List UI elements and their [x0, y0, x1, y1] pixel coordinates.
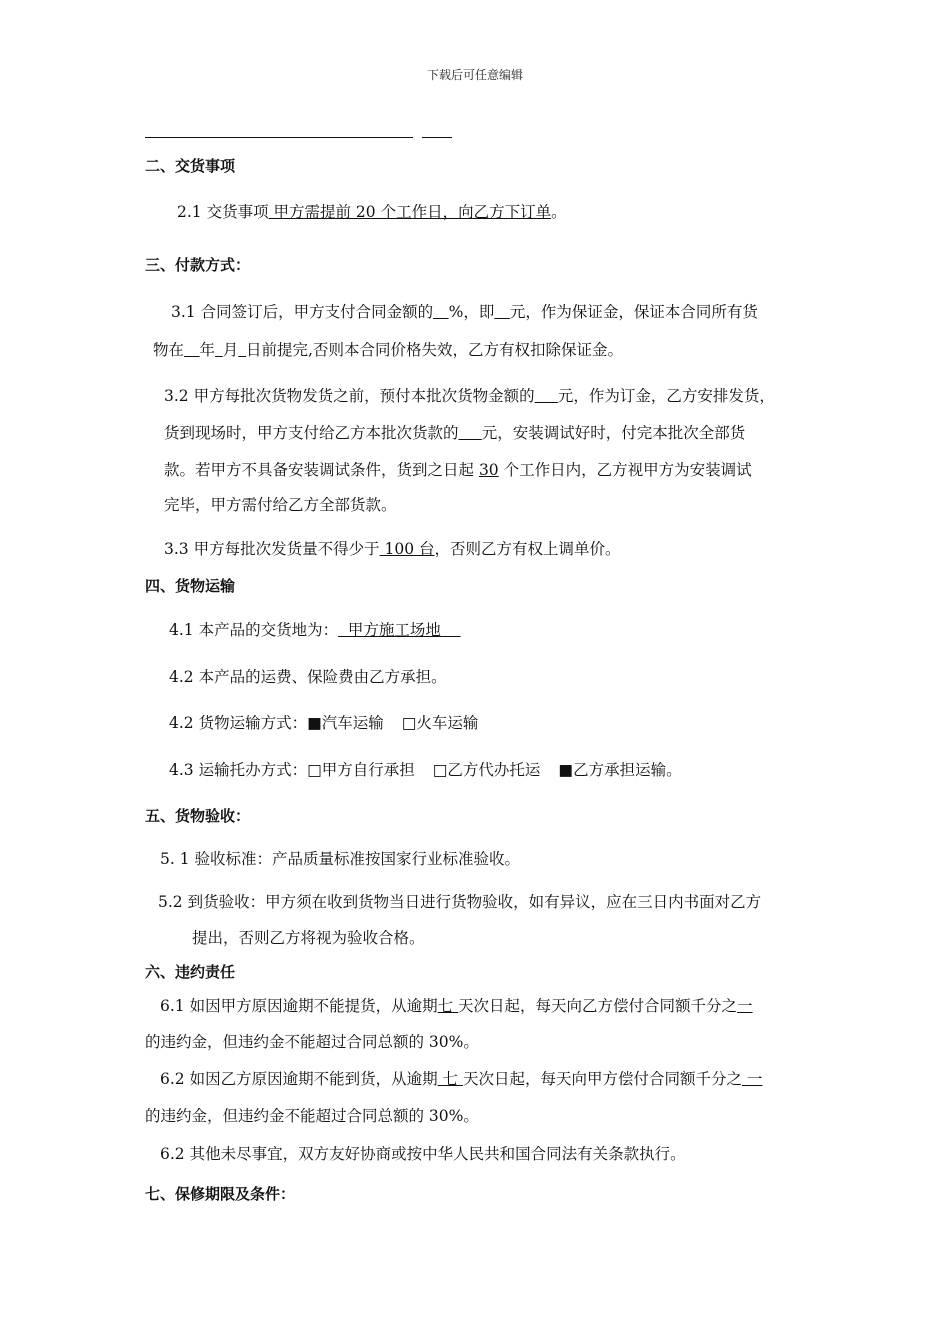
section-heading-warranty: 七、保修期限及条件： — [145, 1185, 296, 1203]
clause-6-2-line1 — [160, 1069, 762, 1089]
option-label: 甲方自行承担 — [321, 761, 415, 779]
checkbox-unchecked-icon[interactable]: □ — [401, 714, 417, 732]
filled-field: 一 — [737, 997, 753, 1015]
blank-field — [459, 424, 482, 442]
clause-3-1-line2 — [153, 340, 623, 360]
clause-text: 3.2 甲方每批次货物发货之前，预付本批次货物金额的 — [164, 387, 535, 405]
clause-text: 4.3 运输托办方式： — [169, 761, 308, 779]
blank-field — [238, 341, 246, 359]
clause-3-2-line1 — [164, 386, 775, 406]
clause-3-2-line2 — [164, 423, 745, 443]
clause-3-3 — [164, 539, 621, 559]
clause-text: 年 — [199, 341, 216, 359]
clause-text: 。 — [551, 203, 567, 221]
filled-field: 30 — [478, 461, 499, 479]
clause-5-1: 5. 1 验收标准：产品质量标准按国家行业标准验收。 — [160, 850, 521, 868]
filled-field: 七 — [437, 1070, 463, 1088]
blank-field — [433, 303, 449, 321]
option-label: 汽车运输 — [321, 714, 384, 732]
blank-field — [494, 303, 510, 321]
clause-text: 元，作为订金，乙方安排发货， — [557, 387, 775, 405]
clause-text: 6.1 如因甲方原因逾期不能提货，从逾期 — [160, 997, 438, 1015]
clause-text: 6.2 如因乙方原因逾期不能到货，从逾期 — [160, 1070, 438, 1088]
clause-4-2a: 4.2 本产品的运费、保险费由乙方承担。 — [169, 668, 447, 686]
checkbox-unchecked-icon[interactable]: □ — [307, 761, 322, 779]
clause-4-3 — [169, 760, 682, 780]
clause-6-1-line2: 的违约金，但违约金不能超过合同总额的 30%。 — [145, 1033, 479, 1051]
checkbox-checked-icon[interactable]: ■ — [558, 761, 574, 779]
clause-5-2-line1: 5.2 到货验收：甲方须在收到货物当日进行货物验收，如有异议，应在三日内书面对乙方 — [158, 893, 762, 911]
clause-text: 4.1 本产品的交货地为： — [169, 621, 339, 639]
clause-4-2b — [169, 713, 478, 733]
checkbox-checked-icon[interactable]: ■ — [307, 714, 322, 732]
clause-text: 4.2 货物运输方式： — [169, 714, 308, 732]
clause-text: 3.3 甲方每批次发货量不得少于 — [164, 540, 380, 558]
option-label: 火车运输 — [416, 714, 479, 732]
clause-text: 2.1 交货事项 — [177, 203, 269, 221]
clause-text: ，否则乙方有权上调单价。 — [434, 540, 621, 558]
clause-4-1 — [169, 620, 461, 640]
clause-3-2-line3 — [164, 460, 752, 480]
blank-field — [535, 387, 558, 405]
filled-field: 一 — [741, 1070, 763, 1088]
clause-text: 3.1 合同签订后，甲方支付合同金额的 — [171, 303, 434, 321]
option-label: 乙方承担运输。 — [573, 761, 682, 779]
section-heading-transport: 四、货物运输 — [145, 577, 236, 595]
clause-6-1-line1 — [160, 996, 753, 1016]
section-heading-liability: 六、违约责任 — [145, 963, 236, 981]
blank-field — [184, 341, 200, 359]
clause-text: 款。若甲方不具备安装调试条件，货到之日起 — [164, 461, 479, 479]
clause-3-2-line4: 完毕，甲方需付给乙方全部货款。 — [164, 496, 397, 514]
option-label: 乙方代办托运 — [447, 761, 541, 779]
clause-text: 物在 — [153, 341, 185, 359]
clause-text: 货到现场时，甲方支付给乙方本批次货款的 — [164, 424, 459, 442]
page-header: 下载后可任意编辑 — [426, 68, 523, 82]
top-divider-line-short — [422, 137, 452, 138]
clause-text: 月 — [222, 341, 239, 359]
clause-text: 个工作日内，乙方视甲方为安装调试 — [498, 461, 752, 479]
clause-2-1 — [177, 202, 567, 222]
filled-field: 100 台 — [379, 540, 435, 558]
section-heading-acceptance: 五、货物验收： — [145, 807, 251, 825]
clause-text: 日前提完,否则本合同价格失效，乙方有权扣除保证金。 — [246, 341, 623, 359]
clause-3-1-line1 — [171, 302, 758, 322]
checkbox-unchecked-icon[interactable]: □ — [432, 761, 448, 779]
section-heading-payment: 三、付款方式： — [145, 256, 251, 274]
filled-field: 甲方需提前 20 个工作日，向乙方下订单 — [268, 203, 552, 221]
clause-5-2-line2: 提出，否则乙方将视为验收合格。 — [192, 929, 425, 947]
blank-field — [215, 341, 223, 359]
clause-text: 元，作为保证金，保证本合同所有货 — [509, 303, 758, 321]
clause-6-3: 6.2 其他未尽事宜，双方友好协商或按中华人民共和国合同法有关条款执行。 — [160, 1145, 686, 1163]
clause-text: 天次日起，每天向甲方偿付合同额千分之 — [462, 1070, 742, 1088]
top-divider-line — [145, 137, 413, 138]
filled-field: 七 — [437, 997, 459, 1015]
clause-text: 元，安装调试好时，付完本批次全部货 — [481, 424, 746, 442]
clause-text: 天次日起，每天向乙方偿付合同额千分之 — [458, 997, 738, 1015]
clause-text: %，即 — [448, 303, 495, 321]
section-heading-delivery: 二、交货事项 — [145, 157, 236, 175]
filled-field: 甲方施工场地 — [338, 621, 461, 639]
clause-6-2-line2: 的违约金，但违约金不能超过合同总额的 30%。 — [145, 1107, 479, 1125]
